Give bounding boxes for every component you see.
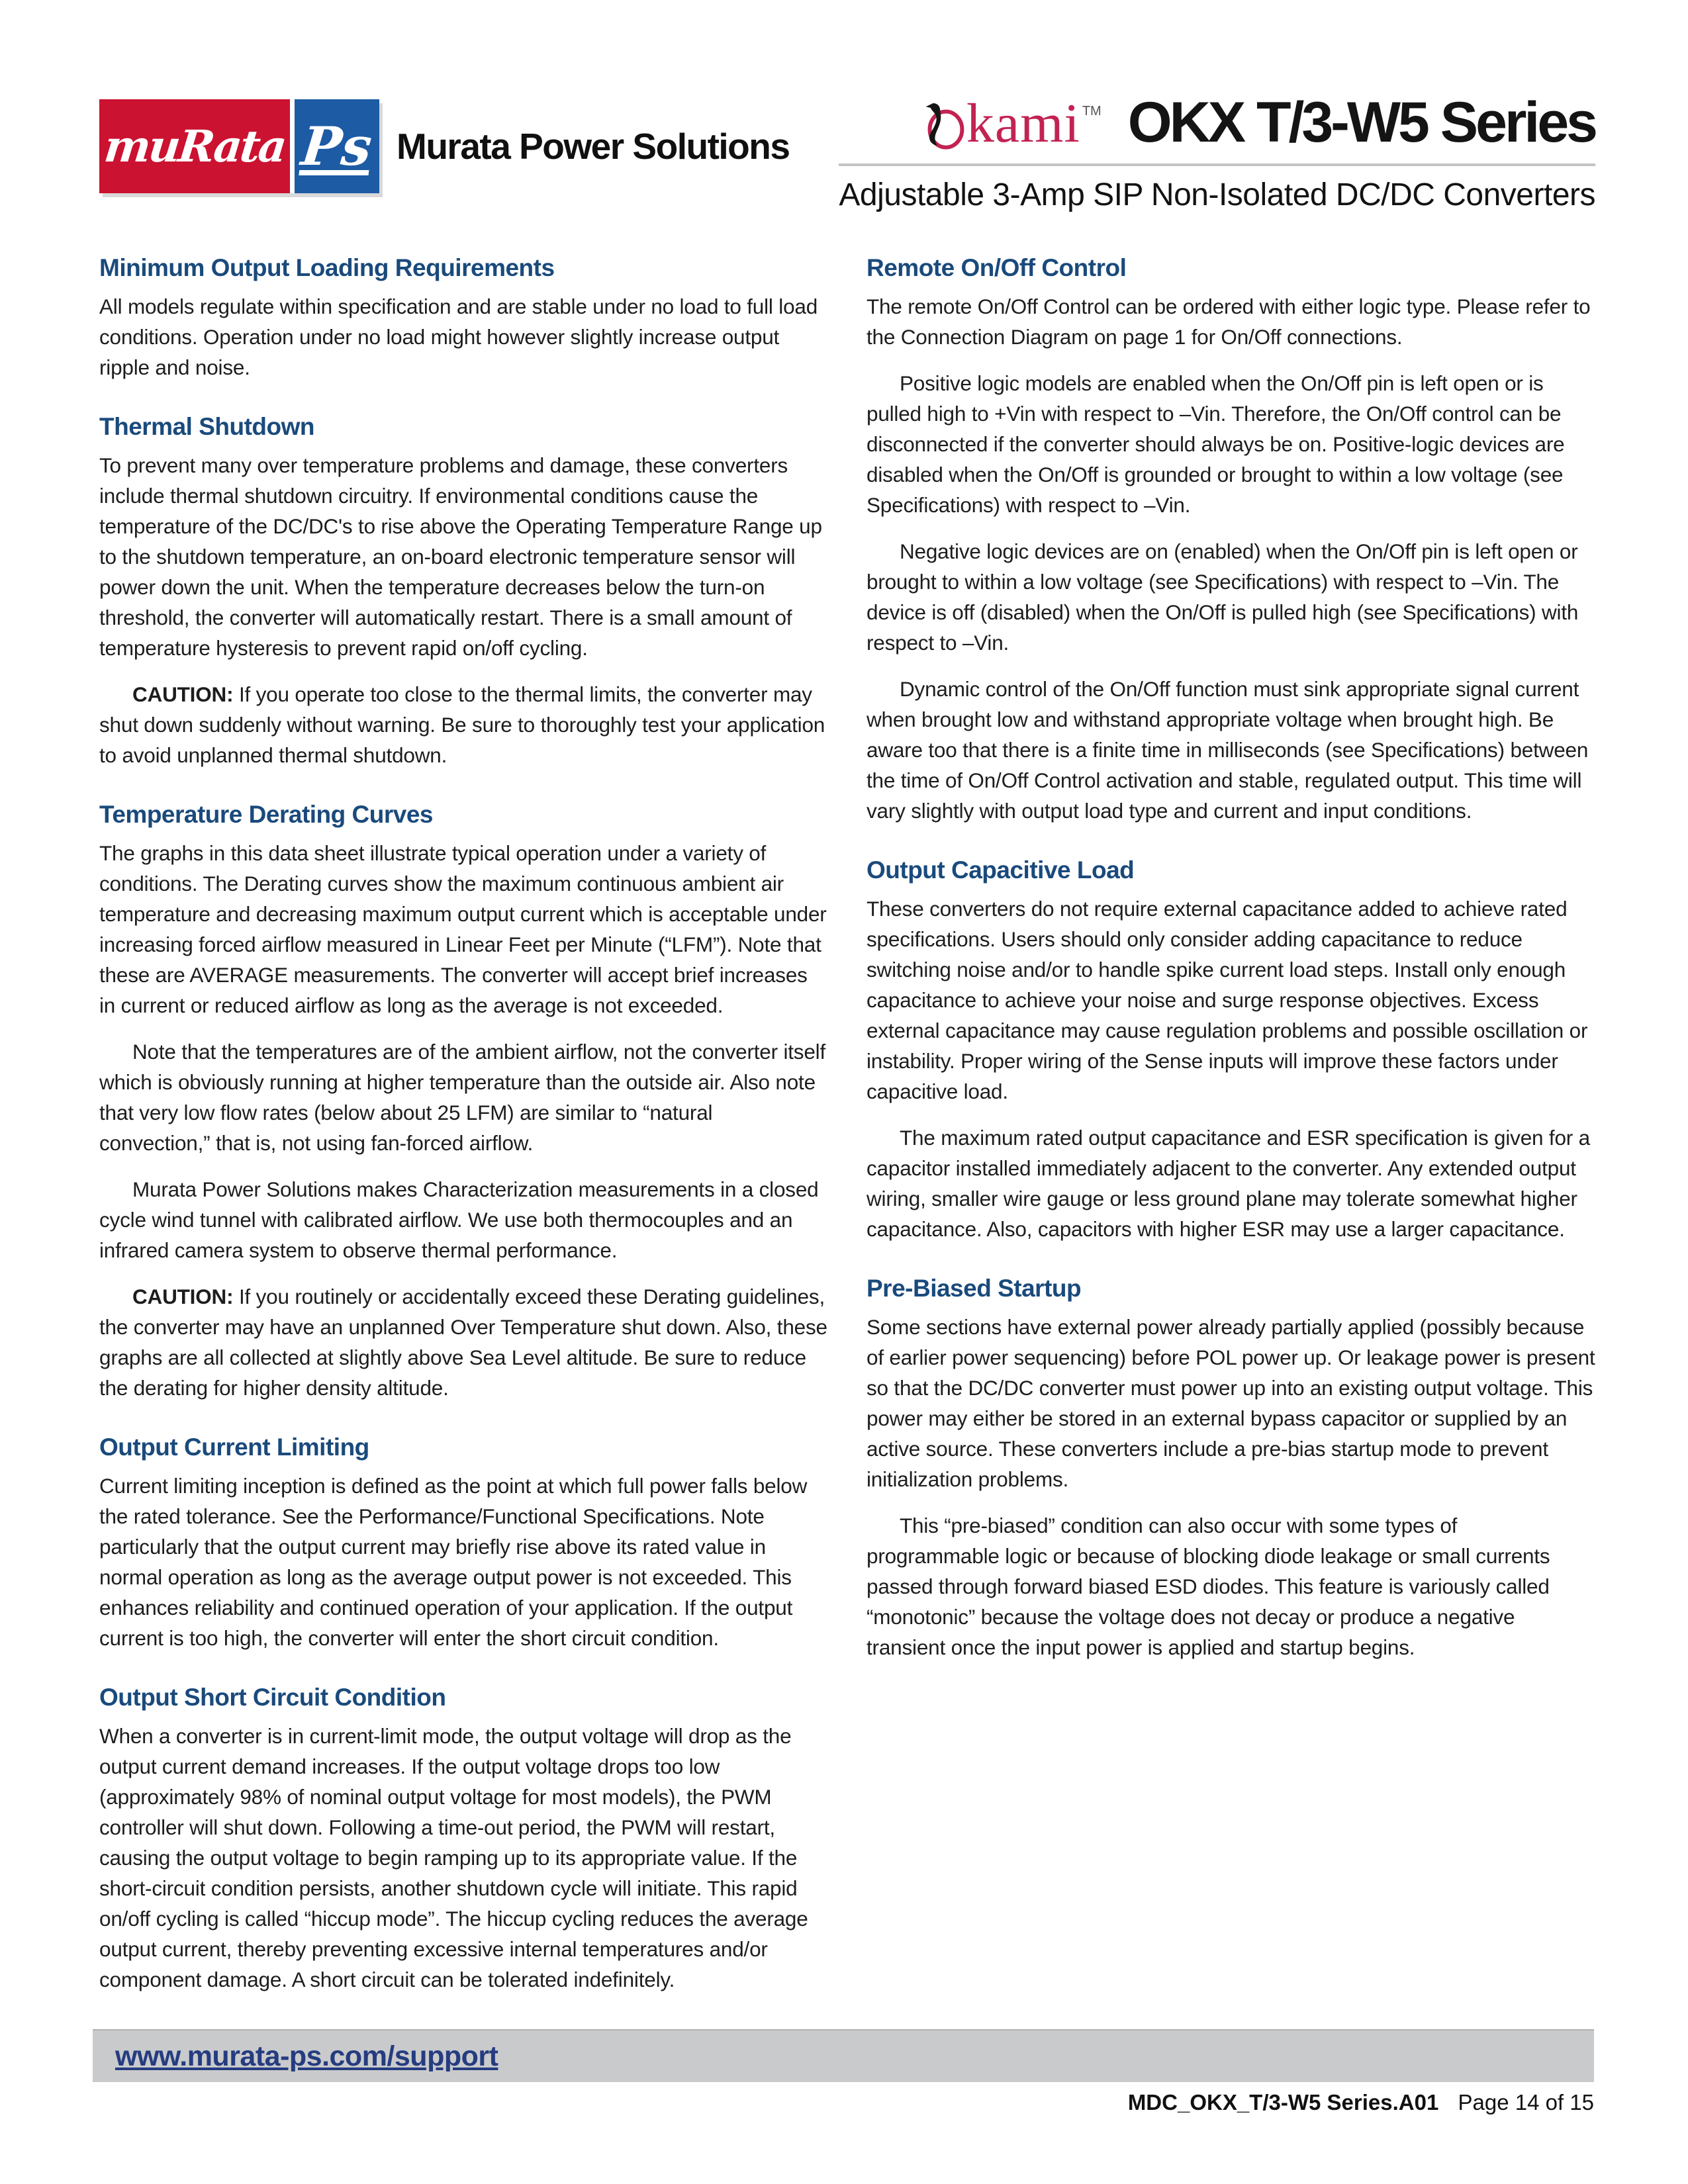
section-output-capacitive-load: [867, 856, 1595, 1244]
caution-label: CAUTION:: [132, 1285, 234, 1308]
murata-logo-red-box: [99, 99, 290, 193]
paragraph-text: This “pre-biased” condition can also occur with some types of programmable logic or because of blocking diode leakage or small currents passed through forward biased ESD diodes. This feature is variously called “monotonic” because the voltage does not decay or produce a negative transient once the input power is applied and startup begins.: [867, 1514, 1550, 1659]
paragraph: [867, 1510, 1595, 1662]
paragraph: [99, 291, 828, 383]
ps-monogram: Ps: [299, 115, 375, 177]
paragraph: [867, 536, 1595, 658]
paragraph: [867, 368, 1595, 520]
paragraph-text: When a converter is in current-limit mode, the output voltage will drop as the output current demand increases. If the output voltage drops too low (approximately 98% of nominal output voltage for most models), the PWM controller will shut down. Following a time-out period, the PWM will restart, causing the output voltage to begin ramping up to its appropriate value. If the short-circuit condition persists, another shutdown cycle will initiate. This rapid on/off cycling is called “hiccup mode”. The hiccup cycling reduces the average output current, thereby preventing excessive internal temperatures and/or component damage. A short circuit can be tolerated indefinitely.: [99, 1724, 808, 1991]
paragraph-text: Negative logic devices are on (enabled) when the On/Off pin is left open or brought to within a low voltage (see Specifications) with respect to –Vin. The device is off (disabled) when the On/Off is pulled high (see Specifications) with respect to –Vin.: [867, 539, 1579, 655]
support-bar: [93, 2029, 1594, 2082]
paragraph-text: These converters do not require external capacitance added to achieve rated specifications. Users should only consider adding capacitance to reduce switching noise and/or to handle spike current load steps. Install only enough capacitance to achieve your noise and surge response objectives. Excess external capacitance may cause regulation problems and possible oscillation or instability. Proper wiring of the Sense inputs will improve these factors under capacitive load.: [867, 897, 1588, 1103]
paragraph-text: To prevent many over temperature problems and damage, these converters include thermal shutdown circuitry. If environmental conditions cause the temperature of the DC/DC's to rise above the Operating Temperature Range up to the shutdown temperature, an on-board electronic temperature sensor will power down the unit. When the temperature decreases below the turn-on threshold, the converter will automatically restart. There is a small amount of temperature hysteresis to prevent rapid on/off cycling.: [99, 453, 822, 660]
okami-logo: [921, 91, 1102, 156]
left-column: [99, 254, 828, 1995]
two-column-body: [0, 213, 1688, 1995]
paragraph: [867, 1122, 1595, 1244]
title-block: [839, 90, 1595, 213]
section-heading: Output Capacitive Load: [867, 856, 1135, 884]
support-link[interactable]: www.murata-ps.com/support: [115, 2040, 498, 2072]
company-name: Murata Power Solutions: [397, 126, 790, 167]
section-output-short-circuit: [99, 1684, 828, 1995]
section-remote-on-off: [867, 254, 1595, 826]
paragraph: [99, 838, 828, 1021]
section-output-current-limiting: [99, 1433, 828, 1653]
caution-paragraph: [99, 679, 828, 770]
page-header: [0, 0, 1688, 213]
okami-swan-icon: [921, 101, 965, 150]
section-heading: Minimum Output Loading Requirements: [99, 254, 555, 281]
paragraph-text: Dynamic control of the On/Off function must sink appropriate signal current when brought low and withstand appropriate voltage when brought high. Be aware too that there is a finite time in milliseconds (see Specifications) between the time of On/Off Control activation and stable, regulated output. This time will vary slightly with output load type and current and input conditions.: [867, 677, 1589, 823]
murata-brand-block: [99, 99, 789, 193]
paragraph: [867, 893, 1595, 1107]
paragraph-text: Note that the temperatures are of the ambient airflow, not the converter itself which is obviously running at higher temperature than the outside air. Also note that very low flow rates (below about 25 LFM) are similar to “natural convection,” that is, not using fan-forced airflow.: [99, 1040, 826, 1155]
paragraph: [867, 1312, 1595, 1494]
section-pre-biased-startup: [867, 1275, 1595, 1662]
section-minimum-output-loading: [99, 254, 828, 383]
paragraph: [99, 450, 828, 663]
section-thermal-shutdown: [99, 413, 828, 770]
series-title: OKX T/3-W5 Series: [1127, 91, 1595, 154]
section-heading: Output Short Circuit Condition: [99, 1684, 446, 1711]
caution-paragraph: [99, 1281, 828, 1403]
murata-logo: [99, 99, 379, 193]
paragraph-text: If you operate too close to the thermal limits, the converter may shut down suddenly without warning. Be sure to thoroughly test your application to avoid unplanned thermal shutdown.: [99, 682, 825, 767]
section-heading: Pre-Biased Startup: [867, 1275, 1082, 1302]
right-column: [867, 254, 1595, 1995]
caution-label: CAUTION:: [132, 682, 234, 706]
paragraph-text: Some sections have external power already partially applied (possibly because of earlier power sequencing) before POL power up. Or leakage power is present so that the DC/DC converter must power up into an existing output voltage. This power may either be stored in an external bypass capacitor or supplied by an active source. These converters include a pre-bias startup mode to prevent initialization problems.: [867, 1315, 1595, 1491]
paragraph-text: The remote On/Off Control can be ordered with either logic type. Please refer to the Connection Diagram on page 1 for On/Off connections.: [867, 295, 1591, 349]
paragraph: [99, 1721, 828, 1995]
murata-logo-ps-box: [295, 99, 379, 193]
page-number: Page 14 of 15: [1458, 2090, 1594, 2115]
murata-logo-wordmark: muRata: [101, 120, 288, 172]
section-temperature-derating: [99, 801, 828, 1403]
section-heading: Thermal Shutdown: [99, 413, 314, 440]
paragraph: [867, 291, 1595, 352]
paragraph-text: Positive logic models are enabled when the On/Off pin is left open or is pulled high to +Vin with respect to –Vin. Therefore, the On/Off control can be disconnected if the converter should always be on. Positive-logic devices are disabled when the On/Off is grounded or brought to within a low voltage (see Specifications) with respect to –Vin.: [867, 371, 1565, 517]
paragraph-text: If you routinely or accidentally exceed these Derating guidelines, the converter may have an unplanned Over Temperature shut down. Also, these graphs are all collected at slightly above Sea Level altitude. Be sure to reduce the derating for higher density altitude.: [99, 1285, 827, 1400]
header-divider: [839, 163, 1595, 166]
paragraph-text: The maximum rated output capacitance and ESR specification is given for a capacitor installed immediately adjacent to the converter. Any extended output wiring, smaller wire gauge or less ground plane may tolerate somewhat higher capacitance. Also, capacitors with higher ESR may use a larger capacitance.: [867, 1126, 1590, 1241]
okami-wordmark: kami: [966, 93, 1080, 154]
trademark-symbol: TM: [1082, 104, 1102, 118]
section-heading: Temperature Derating Curves: [99, 801, 433, 828]
document-reference: [1128, 2090, 1594, 2115]
series-subtitle: Adjustable 3-Amp SIP Non-Isolated DC/DC Converters: [839, 177, 1595, 212]
paragraph: [99, 1471, 828, 1653]
paragraph: [867, 674, 1595, 826]
document-id: MDC_OKX_T/3-W5 Series.A01: [1127, 2090, 1439, 2115]
title-row: [839, 90, 1595, 156]
paragraph-text: The graphs in this data sheet illustrate typical operation under a variety of conditions. The Derating curves show the maximum continuous ambient air temperature and decreasing maximum output current which is acceptable under increasing forced airflow measured in Linear Feet per Minute (“LFM”). Note that these are AVERAGE measurements. The converter will accept brief increases in current or reduced airflow as long as the average is not exceeded.: [99, 841, 827, 1017]
section-heading: Output Current Limiting: [99, 1433, 369, 1461]
paragraph-text: Current limiting inception is defined as the point at which full power falls below the rated tolerance. See the Performance/Functional Specifications. Note particularly that the output current may briefly rise above its rated value in normal operation as long as the average output power is not exceeded. This enhances reliability and continued operation of your application. If the output current is too high, the converter will enter the short circuit condition.: [99, 1474, 808, 1650]
paragraph: [99, 1036, 828, 1158]
paragraph-text: Murata Power Solutions makes Characterization measurements in a closed cycle wind tunnel with calibrated airflow. We use both thermocouples and an infrared camera system to observe thermal performance.: [99, 1177, 819, 1262]
paragraph: [99, 1174, 828, 1265]
section-heading: Remote On/Off Control: [867, 254, 1127, 281]
paragraph-text: All models regulate within specification and are stable under no load to full load conditions. Operation under no load might however slightly increase output ripple and noise.: [99, 295, 818, 379]
